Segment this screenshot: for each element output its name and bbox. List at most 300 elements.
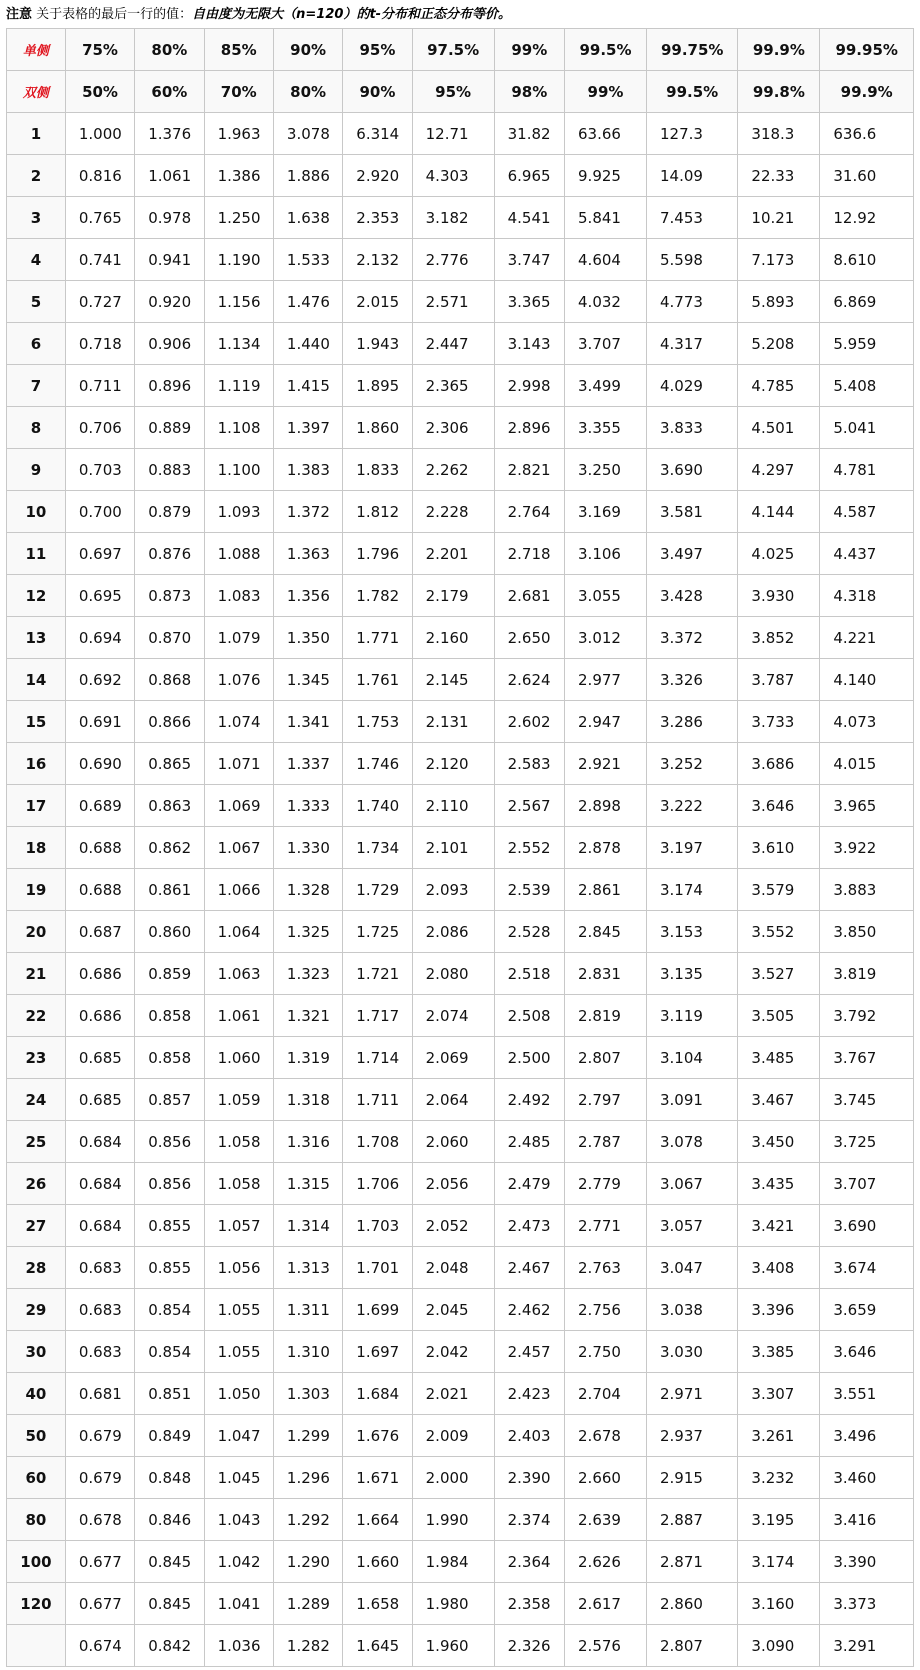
critical-value-cell: 1.753 (343, 701, 412, 743)
critical-value-cell: 3.646 (820, 1331, 914, 1373)
critical-value-cell: 2.602 (494, 701, 564, 743)
critical-value-cell: 1.093 (204, 491, 273, 533)
critical-value-cell: 2.015 (343, 281, 412, 323)
critical-value-cell: 0.883 (135, 449, 204, 491)
critical-value-cell: 2.678 (565, 1415, 647, 1457)
critical-value-cell: 2.831 (565, 953, 647, 995)
critical-value-cell: 0.765 (65, 197, 134, 239)
critical-value-cell: 3.747 (494, 239, 564, 281)
critical-value-cell: 1.311 (273, 1289, 342, 1331)
critical-value-cell: 3.833 (646, 407, 737, 449)
critical-value-cell: 10.21 (738, 197, 820, 239)
critical-value-cell: 7.173 (738, 239, 820, 281)
critical-value-cell: 1.045 (204, 1457, 273, 1499)
critical-value-cell: 0.842 (135, 1625, 204, 1667)
critical-value-cell: 1.984 (412, 1541, 494, 1583)
critical-value-cell: 1.296 (273, 1457, 342, 1499)
critical-value-cell: 1.771 (343, 617, 412, 659)
table-row (7, 1541, 914, 1583)
critical-value-cell: 3.421 (738, 1205, 820, 1247)
critical-value-cell: 3.450 (738, 1121, 820, 1163)
critical-value-cell: 2.650 (494, 617, 564, 659)
critical-value-cell: 0.727 (65, 281, 134, 323)
critical-value-cell: 1.645 (343, 1625, 412, 1667)
table-row (7, 113, 914, 155)
table-row (7, 953, 914, 995)
critical-value-cell: 3.055 (565, 575, 647, 617)
degrees-of-freedom-cell: 20 (7, 911, 66, 953)
critical-value-cell: 2.576 (565, 1625, 647, 1667)
critical-value-cell: 63.66 (565, 113, 647, 155)
critical-value-cell: 0.876 (135, 533, 204, 575)
one-sided-header-cell: 90% (273, 29, 342, 71)
critical-value-cell: 0.896 (135, 365, 204, 407)
critical-value-cell: 0.677 (65, 1541, 134, 1583)
table-row (7, 743, 914, 785)
degrees-of-freedom-cell: 2 (7, 155, 66, 197)
table-row (7, 617, 914, 659)
critical-value-cell: 0.683 (65, 1289, 134, 1331)
critical-value-cell: 2.228 (412, 491, 494, 533)
critical-value-cell: 0.845 (135, 1541, 204, 1583)
degrees-of-freedom-cell: 15 (7, 701, 66, 743)
table-row (7, 701, 914, 743)
critical-value-cell: 2.807 (565, 1037, 647, 1079)
critical-value-cell: 3.197 (646, 827, 737, 869)
note-text: 关于表格的最后一行的值： (32, 7, 193, 22)
critical-value-cell: 1.721 (343, 953, 412, 995)
critical-value-cell: 0.860 (135, 911, 204, 953)
critical-value-cell: 2.915 (646, 1457, 737, 1499)
critical-value-cell: 0.686 (65, 953, 134, 995)
table-row (7, 239, 914, 281)
critical-value-cell: 2.626 (565, 1541, 647, 1583)
table-row (7, 785, 914, 827)
critical-value-cell: 1.083 (204, 575, 273, 617)
degrees-of-freedom-cell: 4 (7, 239, 66, 281)
critical-value-cell: 0.848 (135, 1457, 204, 1499)
critical-value-cell: 1.330 (273, 827, 342, 869)
table-note (6, 6, 511, 24)
critical-value-cell: 3.745 (820, 1079, 914, 1121)
critical-value-cell: 1.067 (204, 827, 273, 869)
critical-value-cell: 1.303 (273, 1373, 342, 1415)
critical-value-cell: 6.314 (343, 113, 412, 155)
critical-value-cell: 2.528 (494, 911, 564, 953)
critical-value-cell: 1.071 (204, 743, 273, 785)
critical-value-cell: 2.860 (646, 1583, 737, 1625)
critical-value-cell: 3.195 (738, 1499, 820, 1541)
degrees-of-freedom-cell: 7 (7, 365, 66, 407)
table-row (7, 827, 914, 869)
two-sided-header-cell: 50% (65, 71, 134, 113)
critical-value-cell: 1.134 (204, 323, 273, 365)
critical-value-cell: 2.660 (565, 1457, 647, 1499)
critical-value-cell: 1.660 (343, 1541, 412, 1583)
critical-value-cell: 1.299 (273, 1415, 342, 1457)
critical-value-cell: 1.397 (273, 407, 342, 449)
critical-value-cell: 3.365 (494, 281, 564, 323)
table-row (7, 659, 914, 701)
critical-value-cell: 0.868 (135, 659, 204, 701)
critical-value-cell: 4.144 (738, 491, 820, 533)
critical-value-cell: 2.306 (412, 407, 494, 449)
critical-value-cell: 1.059 (204, 1079, 273, 1121)
table-row (7, 365, 914, 407)
critical-value-cell: 0.695 (65, 575, 134, 617)
critical-value-cell: 1.960 (412, 1625, 494, 1667)
critical-value-cell: 2.539 (494, 869, 564, 911)
critical-value-cell: 2.353 (343, 197, 412, 239)
critical-value-cell: 1.345 (273, 659, 342, 701)
critical-value-cell: 0.816 (65, 155, 134, 197)
critical-value-cell: 3.373 (820, 1583, 914, 1625)
critical-value-cell: 0.684 (65, 1163, 134, 1205)
critical-value-cell: 3.135 (646, 953, 737, 995)
degrees-of-freedom-cell: 8 (7, 407, 66, 449)
critical-value-cell: 0.906 (135, 323, 204, 365)
critical-value-cell: 2.473 (494, 1205, 564, 1247)
one-sided-header-cell: 99.75% (646, 29, 737, 71)
two-sided-header-cell: 99.9% (820, 71, 914, 113)
critical-value-cell: 1.050 (204, 1373, 273, 1415)
critical-value-cell: 3.078 (273, 113, 342, 155)
critical-value-cell: 1.812 (343, 491, 412, 533)
two-sided-header-cell: 60% (135, 71, 204, 113)
degrees-of-freedom-cell: 11 (7, 533, 66, 575)
critical-value-cell: 1.833 (343, 449, 412, 491)
critical-value-cell: 1.313 (273, 1247, 342, 1289)
critical-value-cell: 7.453 (646, 197, 737, 239)
critical-value-cell: 0.686 (65, 995, 134, 1037)
critical-value-cell: 1.350 (273, 617, 342, 659)
critical-value-cell: 2.009 (412, 1415, 494, 1457)
critical-value-cell: 0.684 (65, 1205, 134, 1247)
critical-value-cell: 1.323 (273, 953, 342, 995)
table-row (7, 575, 914, 617)
critical-value-cell: 4.587 (820, 491, 914, 533)
critical-value-cell: 3.355 (565, 407, 647, 449)
critical-value-cell: 2.101 (412, 827, 494, 869)
critical-value-cell: 3.646 (738, 785, 820, 827)
critical-value-cell: 1.761 (343, 659, 412, 701)
critical-value-cell: 2.639 (565, 1499, 647, 1541)
critical-value-cell: 2.132 (343, 239, 412, 281)
critical-value-cell: 0.681 (65, 1373, 134, 1415)
critical-value-cell: 2.467 (494, 1247, 564, 1289)
critical-value-cell: 3.030 (646, 1331, 737, 1373)
table-row (7, 197, 914, 239)
critical-value-cell: 1.066 (204, 869, 273, 911)
critical-value-cell: 0.687 (65, 911, 134, 953)
critical-value-cell: 0.691 (65, 701, 134, 743)
two-sided-header-cell: 98% (494, 71, 564, 113)
critical-value-cell: 2.977 (565, 659, 647, 701)
critical-value-cell: 2.681 (494, 575, 564, 617)
critical-value-cell: 4.221 (820, 617, 914, 659)
degrees-of-freedom-cell: 24 (7, 1079, 66, 1121)
critical-value-cell: 1.703 (343, 1205, 412, 1247)
critical-value-cell: 4.140 (820, 659, 914, 701)
two-sided-header-cell: 70% (204, 71, 273, 113)
critical-value-cell: 3.078 (646, 1121, 737, 1163)
critical-value-cell: 2.887 (646, 1499, 737, 1541)
critical-value-cell: 2.374 (494, 1499, 564, 1541)
critical-value-cell: 1.289 (273, 1583, 342, 1625)
one-sided-header-row (7, 29, 914, 71)
critical-value-cell: 318.3 (738, 113, 820, 155)
degrees-of-freedom-cell: 50 (7, 1415, 66, 1457)
critical-value-cell: 0.697 (65, 533, 134, 575)
critical-value-cell: 0.685 (65, 1037, 134, 1079)
degrees-of-freedom-cell: 100 (7, 1541, 66, 1583)
degrees-of-freedom-cell: 27 (7, 1205, 66, 1247)
critical-value-cell: 3.291 (820, 1625, 914, 1667)
critical-value-cell: 3.153 (646, 911, 737, 953)
critical-value-cell: 3.428 (646, 575, 737, 617)
critical-value-cell: 0.703 (65, 449, 134, 491)
critical-value-cell: 1.372 (273, 491, 342, 533)
critical-value-cell: 0.941 (135, 239, 204, 281)
critical-value-cell: 1.108 (204, 407, 273, 449)
critical-value-cell: 1.063 (204, 953, 273, 995)
table-row (7, 449, 914, 491)
critical-value-cell: 3.435 (738, 1163, 820, 1205)
degrees-of-freedom-cell: 29 (7, 1289, 66, 1331)
degrees-of-freedom-cell: 13 (7, 617, 66, 659)
critical-value-cell: 0.866 (135, 701, 204, 743)
critical-value-cell: 0.684 (65, 1121, 134, 1163)
critical-value-cell: 3.252 (646, 743, 737, 785)
critical-value-cell: 4.437 (820, 533, 914, 575)
critical-value-cell: 1.725 (343, 911, 412, 953)
critical-value-cell: 1.782 (343, 575, 412, 617)
critical-value-cell: 1.315 (273, 1163, 342, 1205)
critical-value-cell: 4.297 (738, 449, 820, 491)
critical-value-cell: 2.326 (494, 1625, 564, 1667)
critical-value-cell: 3.143 (494, 323, 564, 365)
critical-value-cell: 1.943 (343, 323, 412, 365)
table-row (7, 869, 914, 911)
critical-value-cell: 1.069 (204, 785, 273, 827)
critical-value-cell: 1.963 (204, 113, 273, 155)
critical-value-cell: 2.617 (565, 1583, 647, 1625)
table-row (7, 1247, 914, 1289)
critical-value-cell: 0.683 (65, 1247, 134, 1289)
critical-value-cell: 1.376 (135, 113, 204, 155)
two-sided-label: 双侧 (7, 71, 66, 113)
table-row (7, 1079, 914, 1121)
critical-value-cell: 1.664 (343, 1499, 412, 1541)
critical-value-cell: 5.959 (820, 323, 914, 365)
one-sided-header-cell: 95% (343, 29, 412, 71)
critical-value-cell: 1.796 (343, 533, 412, 575)
critical-value-cell: 3.372 (646, 617, 737, 659)
critical-value-cell: 3.169 (565, 491, 647, 533)
critical-value-cell: 1.055 (204, 1331, 273, 1373)
critical-value-cell: 1.321 (273, 995, 342, 1037)
critical-value-cell: 1.341 (273, 701, 342, 743)
critical-value-cell: 0.859 (135, 953, 204, 995)
critical-value-cell: 3.499 (565, 365, 647, 407)
degrees-of-freedom-cell: 26 (7, 1163, 66, 1205)
critical-value-cell: 6.965 (494, 155, 564, 197)
critical-value-cell: 1.290 (273, 1541, 342, 1583)
critical-value-cell: 0.718 (65, 323, 134, 365)
critical-value-cell: 4.541 (494, 197, 564, 239)
critical-value-cell: 2.971 (646, 1373, 737, 1415)
critical-value-cell: 3.707 (820, 1163, 914, 1205)
critical-value-cell: 3.792 (820, 995, 914, 1037)
critical-value-cell: 2.000 (412, 1457, 494, 1499)
critical-value-cell: 0.865 (135, 743, 204, 785)
critical-value-cell: 1.740 (343, 785, 412, 827)
critical-value-cell: 0.854 (135, 1289, 204, 1331)
critical-value-cell: 3.485 (738, 1037, 820, 1079)
critical-value-cell: 31.60 (820, 155, 914, 197)
critical-value-cell: 1.860 (343, 407, 412, 449)
degrees-of-freedom-cell: 40 (7, 1373, 66, 1415)
critical-value-cell: 1.041 (204, 1583, 273, 1625)
critical-value-cell: 1.658 (343, 1583, 412, 1625)
critical-value-cell: 3.326 (646, 659, 737, 701)
critical-value-cell: 0.856 (135, 1163, 204, 1205)
critical-value-cell: 1.076 (204, 659, 273, 701)
critical-value-cell: 1.699 (343, 1289, 412, 1331)
critical-value-cell: 2.797 (565, 1079, 647, 1121)
critical-value-cell: 3.174 (738, 1541, 820, 1583)
t-distribution-table (6, 28, 914, 1667)
critical-value-cell: 3.579 (738, 869, 820, 911)
table-row (7, 1415, 914, 1457)
table-row (7, 1331, 914, 1373)
critical-value-cell: 0.846 (135, 1499, 204, 1541)
critical-value-cell: 2.518 (494, 953, 564, 995)
critical-value-cell: 9.925 (565, 155, 647, 197)
critical-value-cell: 3.767 (820, 1037, 914, 1079)
critical-value-cell: 2.060 (412, 1121, 494, 1163)
critical-value-cell: 1.697 (343, 1331, 412, 1373)
critical-value-cell: 1.055 (204, 1289, 273, 1331)
critical-value-cell: 0.694 (65, 617, 134, 659)
critical-value-cell: 2.403 (494, 1415, 564, 1457)
critical-value-cell: 0.849 (135, 1415, 204, 1457)
critical-value-cell: 2.056 (412, 1163, 494, 1205)
critical-value-cell: 1.316 (273, 1121, 342, 1163)
critical-value-cell: 3.725 (820, 1121, 914, 1163)
critical-value-cell: 2.423 (494, 1373, 564, 1415)
critical-value-cell: 0.858 (135, 1037, 204, 1079)
critical-value-cell: 2.364 (494, 1541, 564, 1583)
critical-value-cell: 1.990 (412, 1499, 494, 1541)
critical-value-cell: 2.457 (494, 1331, 564, 1373)
note-emphasis: 自由度为无限大（n=120）的t-分布和正态分布等价。 (192, 7, 512, 22)
critical-value-cell: 3.581 (646, 491, 737, 533)
critical-value-cell: 1.415 (273, 365, 342, 407)
critical-value-cell: 2.120 (412, 743, 494, 785)
two-sided-header-cell: 90% (343, 71, 412, 113)
critical-value-cell: 0.706 (65, 407, 134, 449)
critical-value-cell: 1.057 (204, 1205, 273, 1247)
critical-value-cell: 1.047 (204, 1415, 273, 1457)
critical-value-cell: 3.460 (820, 1457, 914, 1499)
critical-value-cell: 4.785 (738, 365, 820, 407)
critical-value-cell: 2.492 (494, 1079, 564, 1121)
critical-value-cell: 2.390 (494, 1457, 564, 1499)
degrees-of-freedom-cell: 3 (7, 197, 66, 239)
critical-value-cell: 0.692 (65, 659, 134, 701)
one-sided-header-cell: 80% (135, 29, 204, 71)
critical-value-cell: 1.079 (204, 617, 273, 659)
critical-value-cell: 2.821 (494, 449, 564, 491)
critical-value-cell: 5.598 (646, 239, 737, 281)
critical-value-cell: 2.552 (494, 827, 564, 869)
critical-value-cell: 4.318 (820, 575, 914, 617)
degrees-of-freedom-cell: 28 (7, 1247, 66, 1289)
critical-value-cell: 3.496 (820, 1415, 914, 1457)
degrees-of-freedom-cell (7, 1625, 66, 1667)
critical-value-cell: 0.862 (135, 827, 204, 869)
critical-value-cell: 1.058 (204, 1121, 273, 1163)
critical-value-cell: 1.056 (204, 1247, 273, 1289)
critical-value-cell: 3.467 (738, 1079, 820, 1121)
table-row (7, 1373, 914, 1415)
critical-value-cell: 1.711 (343, 1079, 412, 1121)
critical-value-cell: 2.763 (565, 1247, 647, 1289)
critical-value-cell: 2.583 (494, 743, 564, 785)
critical-value-cell: 3.674 (820, 1247, 914, 1289)
critical-value-cell: 1.476 (273, 281, 342, 323)
critical-value-cell: 4.015 (820, 743, 914, 785)
one-sided-header-cell: 99.5% (565, 29, 647, 71)
critical-value-cell: 2.052 (412, 1205, 494, 1247)
table-row (7, 911, 914, 953)
critical-value-cell: 3.733 (738, 701, 820, 743)
critical-value-cell: 3.232 (738, 1457, 820, 1499)
critical-value-cell: 3.091 (646, 1079, 737, 1121)
critical-value-cell: 1.746 (343, 743, 412, 785)
critical-value-cell: 0.685 (65, 1079, 134, 1121)
critical-value-cell: 4.303 (412, 155, 494, 197)
table-row (7, 491, 914, 533)
critical-value-cell: 2.704 (565, 1373, 647, 1415)
critical-value-cell: 3.396 (738, 1289, 820, 1331)
critical-value-cell: 3.408 (738, 1247, 820, 1289)
critical-value-cell: 2.756 (565, 1289, 647, 1331)
critical-value-cell: 3.527 (738, 953, 820, 995)
critical-value-cell: 3.690 (820, 1205, 914, 1247)
degrees-of-freedom-cell: 21 (7, 953, 66, 995)
critical-value-cell: 3.182 (412, 197, 494, 239)
critical-value-cell: 4.029 (646, 365, 737, 407)
critical-value-cell: 1.337 (273, 743, 342, 785)
critical-value-cell: 1.886 (273, 155, 342, 197)
one-sided-header-cell: 99.9% (738, 29, 820, 71)
critical-value-cell: 0.688 (65, 827, 134, 869)
critical-value-cell: 2.479 (494, 1163, 564, 1205)
critical-value-cell: 5.408 (820, 365, 914, 407)
critical-value-cell: 2.500 (494, 1037, 564, 1079)
critical-value-cell: 3.261 (738, 1415, 820, 1457)
critical-value-cell: 2.878 (565, 827, 647, 869)
critical-value-cell: 4.501 (738, 407, 820, 449)
critical-value-cell: 2.947 (565, 701, 647, 743)
critical-value-cell: 2.086 (412, 911, 494, 953)
critical-value-cell: 3.551 (820, 1373, 914, 1415)
critical-value-cell: 2.937 (646, 1415, 737, 1457)
critical-value-cell: 1.190 (204, 239, 273, 281)
critical-value-cell: 3.850 (820, 911, 914, 953)
